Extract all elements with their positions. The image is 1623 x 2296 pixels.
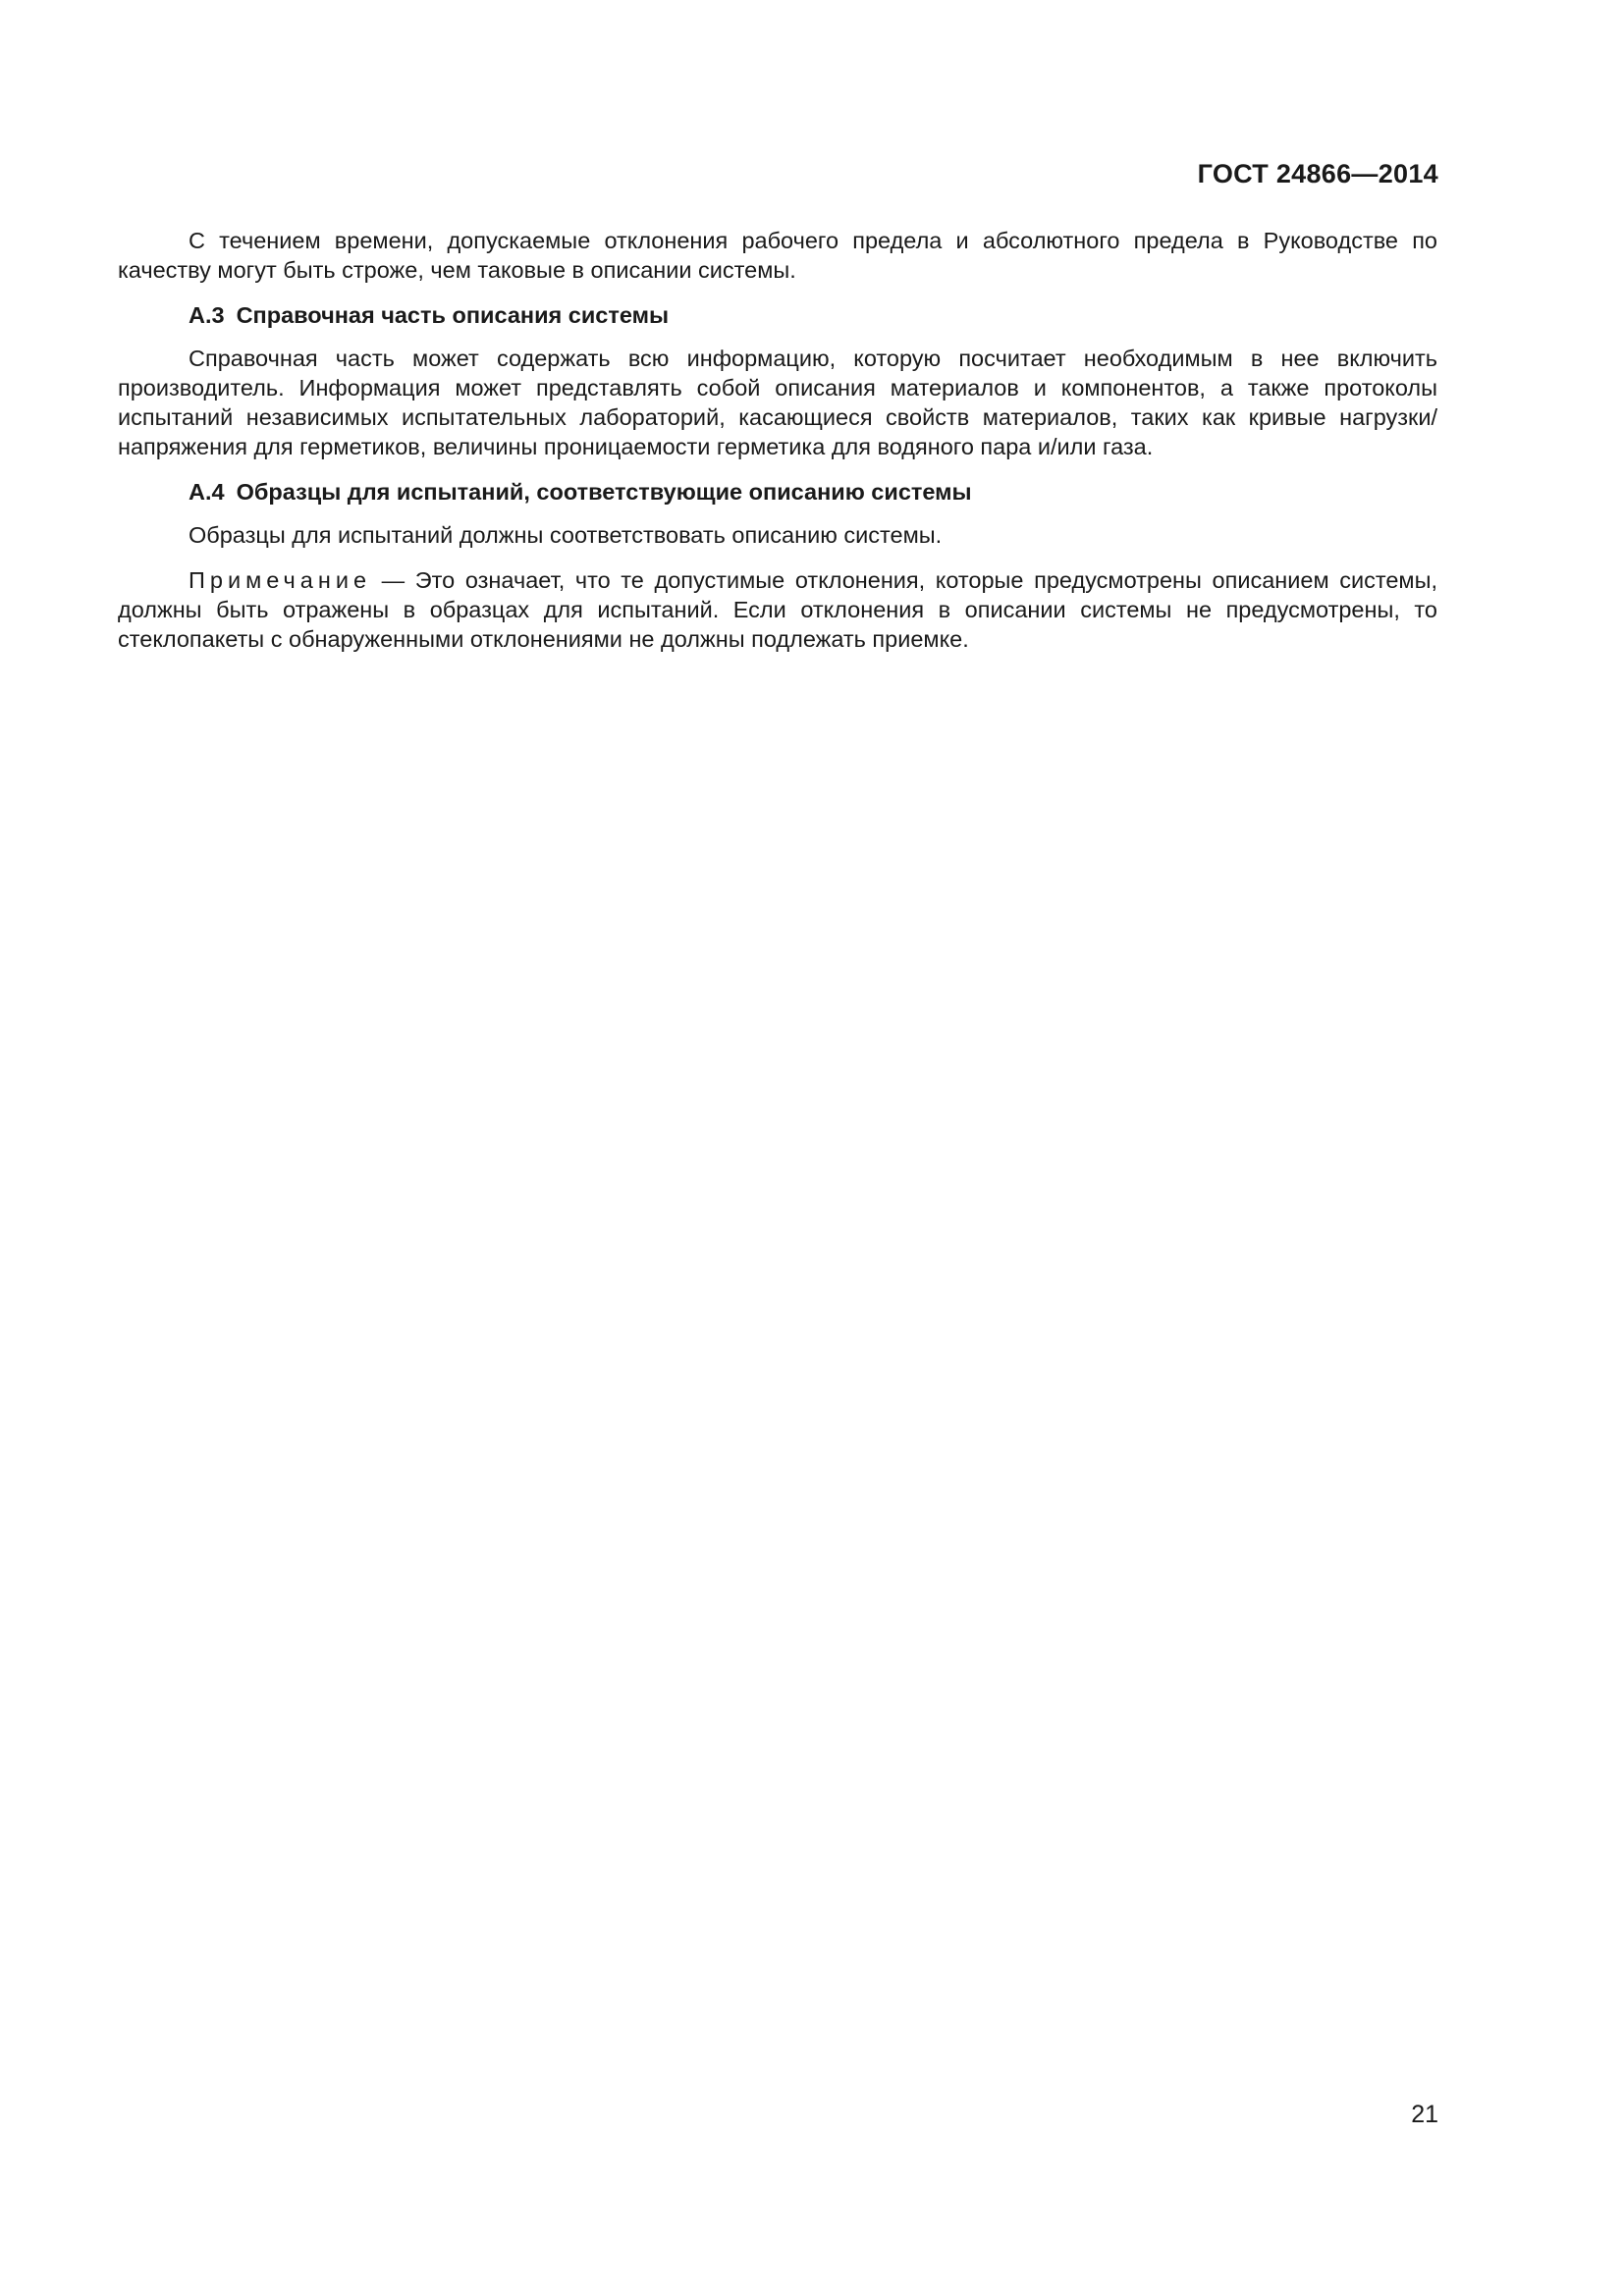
section-title: Образцы для испытаний, соответствующие описанию системы: [236, 479, 972, 505]
note-label: Примечание: [189, 567, 372, 593]
note-paragraph: [118, 565, 1437, 654]
page-number: 21: [1411, 2101, 1438, 2128]
section-heading-a3: [118, 300, 1437, 330]
section-number: А.3: [189, 302, 225, 328]
paragraph-reference-part: Справочная часть может содержать всю информацию, которую посчитает необходимым в нее включить производитель. Информация может представлять собой описания материалов и компонентов, а также протоколы испытаний независимых испытательных лабораторий, касающиеся свойств материалов, таких как кривые нагрузки/напряжения для герметиков, величины проницаемости герметика для водяного пара и/или газа.: [118, 346, 1437, 459]
document-code: ГОСТ 24866—2014: [1197, 159, 1438, 188]
document-body: [118, 226, 1437, 654]
note-text: — Это означает, что те допустимые отклонения, которые предусмотрены описанием системы, должны быть отражены в образцах для испытаний. Если отклонения в описании системы не предусмотрены, то стеклопакеты с обнаруженными отклонениями не должны подлежать приемке.: [118, 567, 1437, 652]
paragraph-test-samples: Образцы для испытаний должны соответствовать описанию системы.: [189, 522, 943, 548]
paragraph-quality-manual: С течением времени, допускаемые отклонения рабочего предела и абсолютного предела в Руководстве по качеству могут быть строже, чем таковые в описании системы.: [118, 228, 1437, 283]
section-title: Справочная часть описания системы: [236, 302, 670, 328]
section-heading-a4: [118, 477, 1437, 507]
section-number: А.4: [189, 479, 225, 505]
